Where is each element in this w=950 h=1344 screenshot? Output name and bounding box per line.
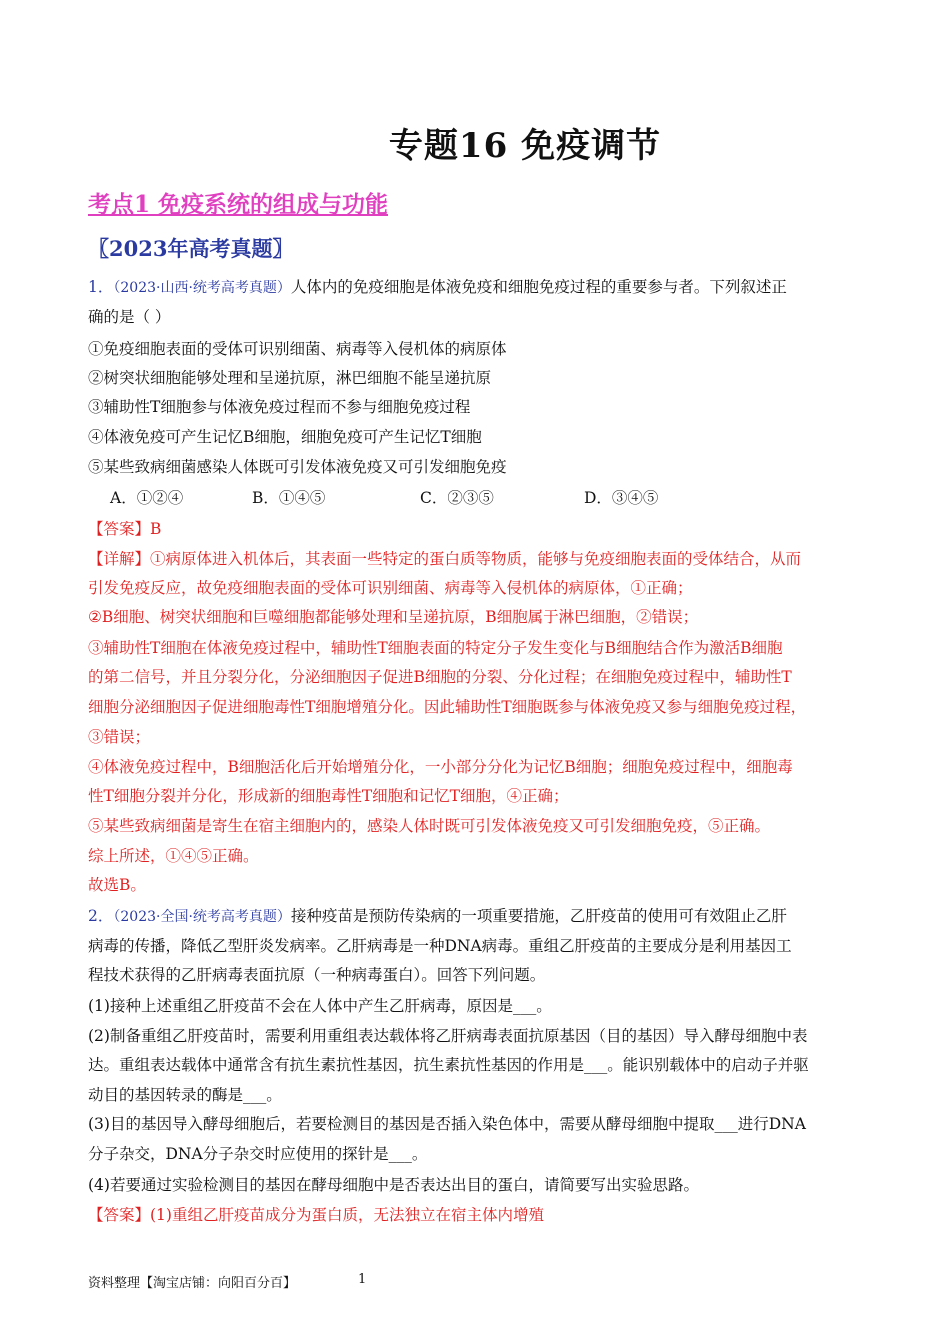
q1-explain-line: 故选B。 — [88, 876, 146, 894]
q1-option-b: B．①④⑤ — [252, 489, 326, 507]
page-number: 1 — [358, 1272, 367, 1287]
q2-answer: 【答案】(1)重组乙肝疫苗成分为蛋白质，无法独立在宿主体内增殖 — [88, 1206, 544, 1224]
q1-item: ④体液免疫可产生记忆B细胞，细胞免疫可产生记忆T细胞 — [88, 428, 482, 446]
q2-stem-text: 接种疫苗是预防传染病的一项重要措施，乙肝疫苗的使用可有效阻止乙肝 — [290, 907, 787, 925]
q1-explain-line: ③错误； — [88, 728, 151, 746]
q2-subquestion: (2)制备重组乙肝疫苗时，需要利用重组表达载体将乙肝病毒表面抗原基因（目的基因）导入酵母细胞中表 — [88, 1027, 808, 1045]
q1-option-d: D．③④⑤ — [584, 489, 659, 507]
q2-subquestion: (1)接种上述重组乙肝疫苗不会在人体中产生乙肝病毒，原因是___。 — [88, 997, 552, 1015]
q1-explain-line: 【详解】①病原体进入机体后，其表面一些特定的蛋白质等物质，能够与免疫细胞表面的受体结合，从而 — [88, 550, 802, 568]
q2-number: 2． — [88, 907, 114, 925]
q1-explain-line: 性T细胞分裂并分化，形成新的细胞毒性T细胞和记忆T细胞，④正确； — [88, 787, 569, 805]
q1-explain-line: ③辅助性T细胞在体液免疫过程中，辅助性T细胞表面的特定分子发生变化与B细胞结合作为激活B细胞 — [88, 639, 783, 657]
q1-stem-text: 人体内的免疫细胞是体液免疫和细胞免疫过程的重要参与者。下列叙述正 — [290, 278, 787, 296]
q2-subquestion: (3)目的基因导入酵母细胞后，若要检测目的基因是否插入染色体中，需要从酵母细胞中提取___进行DNA — [88, 1115, 806, 1133]
subsection-heading: 〖2023年高考真题〗 — [88, 236, 294, 261]
q2-line: 分子杂交，DNA分子杂交时应使用的探针是___。 — [88, 1145, 428, 1163]
q1-answer: 【答案】B — [88, 520, 162, 538]
q2-source: （2023·全国·统考高考真题） — [113, 909, 291, 925]
page-title: 专题16 免疫调节 — [388, 126, 662, 166]
section-heading: 考点1 免疫系统的组成与功能 — [88, 191, 389, 218]
q1-explain-line: 综上所述，①④⑤正确。 — [88, 847, 259, 865]
q2-line: 程技术获得的乙肝病毒表面抗原（一种病毒蛋白）。回答下列问题。 — [88, 966, 546, 984]
q1-option-a: A．①②④ — [110, 489, 184, 507]
q1-option-c: C．②③⑤ — [420, 489, 494, 507]
q1-stem-line1 — [88, 276, 787, 299]
q2-subquestion: (4)若要通过实验检测目的基因在酵母细胞中是否表达出目的蛋白，请简要写出实验思路。 — [88, 1176, 699, 1194]
q1-item: ②树突状细胞能够处理和呈递抗原，淋巴细胞不能呈递抗原 — [88, 369, 492, 387]
q1-explain-line: ④体液免疫过程中，B细胞活化后开始增殖分化，一小部分分化为记忆B细胞；细胞免疫过程中，细胞毒 — [88, 758, 793, 776]
q1-explain-line: 的第二信号，并且分裂分化，分泌细胞因子促进B细胞的分裂、分化过程；在细胞免疫过程中，辅助性T — [88, 668, 792, 686]
q1-item: ⑤某些致病细菌感染人体既可引发体液免疫又可引发细胞免疫 — [88, 458, 507, 476]
q2-line: 达。重组表达载体中通常含有抗生素抗性基因，抗生素抗性基因的作用是___。能识别载体中的启动子并驱 — [88, 1056, 809, 1074]
q1-number: 1． — [88, 278, 114, 296]
footer-source: 资料整理【淘宝店铺：向阳百分百】 — [88, 1276, 297, 1291]
q1-item: ③辅助性T细胞参与体液免疫过程而不参与细胞免疫过程 — [88, 398, 471, 416]
q1-item: ①免疫细胞表面的受体可识别细菌、病毒等入侵机体的病原体 — [88, 340, 507, 358]
q2-line: 动目的基因转录的酶是___。 — [88, 1086, 282, 1104]
q2-line: 病毒的传播，降低乙型肝炎发病率。乙肝病毒是一种DNA病毒。重组乙肝疫苗的主要成分是利用基因工 — [88, 937, 792, 955]
q1-explain-line: 细胞分泌细胞因子促进细胞毒性T细胞增殖分化。因此辅助性T细胞既参与体液免疫又参与细胞免疫过程， — [88, 698, 807, 716]
q1-stem-line2: 确的是（ ） — [88, 308, 171, 326]
q1-explain-line: ⑤某些致病细菌是寄生在宿主细胞内的，感染人体时既可引发体液免疫又可引发细胞免疫，⑤正确。 — [88, 817, 771, 835]
q1-source: （2023·山西·统考高考真题） — [113, 280, 291, 296]
q1-explain-line: 引发免疫反应，故免疫细胞表面的受体可识别细菌、病毒等入侵机体的病原体，①正确； — [88, 579, 693, 597]
q1-explain-line: ②B细胞、树突状细胞和巨噬细胞都能够处理和呈递抗原，B细胞属于淋巴细胞，②错误； — [88, 608, 699, 626]
q2-stem-line1 — [88, 905, 787, 928]
